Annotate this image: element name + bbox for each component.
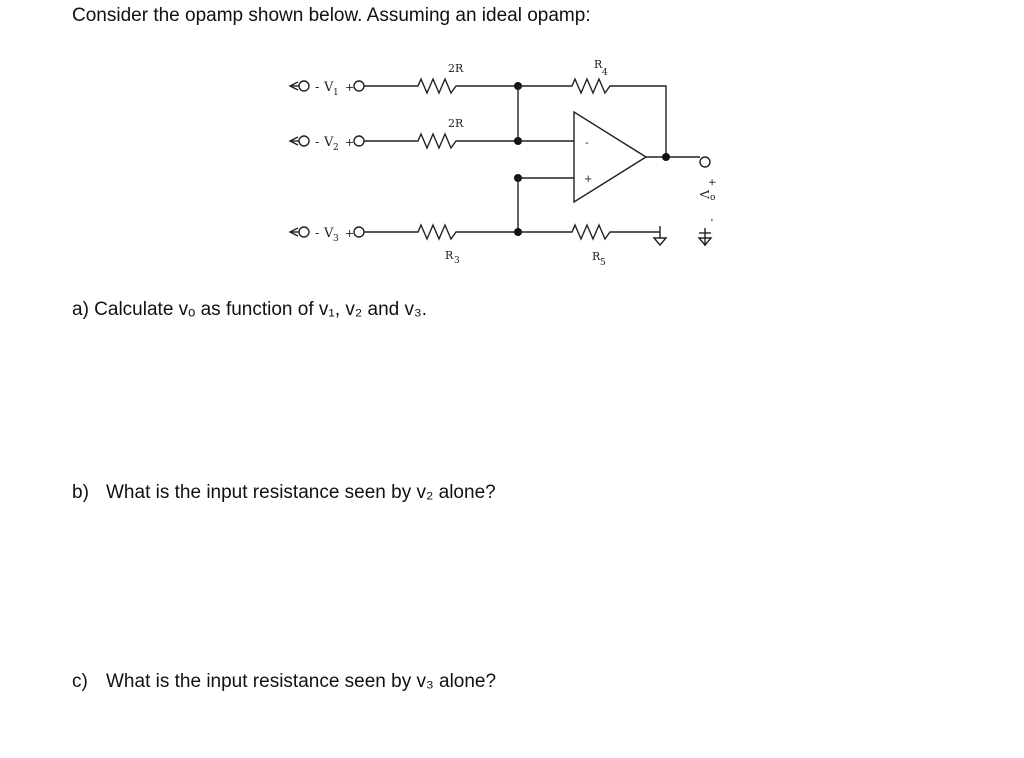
minus-sign: - bbox=[315, 80, 320, 95]
terminal-icon bbox=[299, 227, 309, 237]
v3-label: V bbox=[324, 226, 334, 241]
ground-icon bbox=[654, 226, 666, 245]
opamp-noninverting-sign: + bbox=[584, 174, 593, 185]
question-b bbox=[72, 482, 496, 504]
source-v1 bbox=[290, 80, 364, 98]
v2-label: V bbox=[324, 135, 334, 150]
v3-subscript: 3 bbox=[333, 234, 339, 244]
resistor-r4 bbox=[518, 79, 666, 157]
output-plus-sign: + bbox=[706, 178, 717, 187]
r5-label: R bbox=[592, 250, 601, 263]
question-a: a) Calculate vₒ as function of v₁, v₂ and v₃. bbox=[72, 299, 428, 320]
v1-label: V bbox=[324, 80, 334, 95]
question-c bbox=[72, 671, 496, 693]
problem-intro: Consider the opamp shown below. Assuming an ideal opamp: bbox=[72, 5, 591, 26]
junction-node bbox=[662, 153, 670, 161]
output-minus-sign: - bbox=[706, 218, 719, 222]
question-c-label: c) bbox=[72, 671, 88, 692]
resistor-2r-top bbox=[364, 79, 518, 93]
resistor-2r-top-label: 2R bbox=[448, 62, 464, 75]
terminal-icon bbox=[354, 81, 364, 91]
r3-label: R bbox=[445, 249, 454, 262]
terminal-icon bbox=[299, 81, 309, 91]
v2-subscript: 2 bbox=[333, 143, 339, 153]
terminal-icon bbox=[354, 136, 364, 146]
r4-label: R bbox=[594, 58, 603, 71]
question-c-text: What is the input resistance seen by v₃ alone? bbox=[106, 671, 497, 692]
output-v-label: V bbox=[697, 190, 711, 199]
output-subscript: o bbox=[710, 193, 716, 203]
opamp-inverting-sign: - bbox=[585, 136, 589, 149]
question-b-label: b) bbox=[72, 482, 89, 503]
resistor-r5 bbox=[518, 225, 660, 239]
plus-sign: + bbox=[345, 227, 355, 240]
plus-sign: + bbox=[345, 136, 355, 149]
opamp-triangle bbox=[574, 112, 646, 202]
r4-subscript: 4 bbox=[602, 68, 608, 78]
opamp-circuit-diagram bbox=[280, 50, 720, 285]
source-v2 bbox=[290, 135, 364, 153]
resistor-2r-mid bbox=[364, 134, 518, 148]
output-terminal-icon bbox=[700, 157, 710, 167]
plus-sign: + bbox=[345, 81, 355, 94]
minus-sign: - bbox=[315, 135, 320, 150]
resistor-r3 bbox=[364, 225, 518, 239]
r5-subscript: 5 bbox=[600, 258, 606, 268]
question-b-text: What is the input resistance seen by v₂ alone? bbox=[106, 482, 496, 503]
source-v3 bbox=[290, 226, 364, 244]
resistor-2r-mid-label: 2R bbox=[448, 117, 464, 130]
terminal-icon bbox=[299, 136, 309, 146]
minus-sign: - bbox=[315, 226, 320, 241]
v1-subscript: 1 bbox=[333, 88, 339, 98]
output-ground-icon bbox=[699, 228, 711, 246]
terminal-icon bbox=[354, 227, 364, 237]
r3-subscript: 3 bbox=[454, 256, 460, 266]
